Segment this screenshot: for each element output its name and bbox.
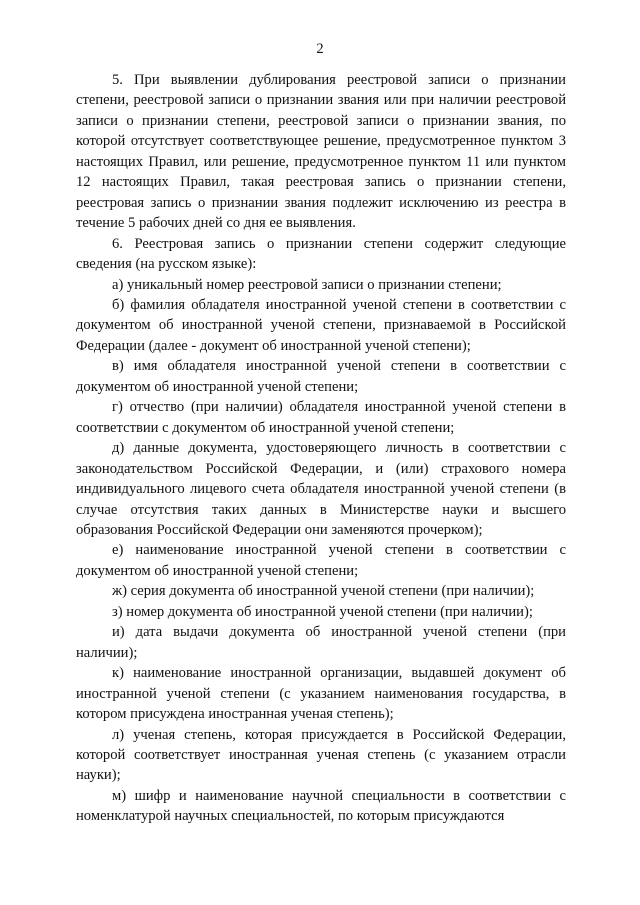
- list-item-d: д) данные документа, удостоверяющего личность в соответствии с законодательством Российской Федерации, и (или) страхового номера индивидуального лицевого счета обладателя иностранной ученой степени (в случае отсутствия таких данных в Министерстве науки и высшего образования Российской Федерации они заменяются прочерком);: [76, 440, 566, 538]
- list-item-zh: ж) серия документа об иностранной ученой степени (при наличии);: [112, 583, 535, 600]
- list-item-i: и) дата выдачи документа об иностранной ученой степени (при наличии);: [76, 624, 566, 661]
- page-number: 2: [316, 41, 324, 57]
- list-item-k: к) наименование иностранной организации, выдавшей документ об иностранной ученой степени (с указанием наименования государства, в котором присуждена иностранная ученая степень);: [76, 665, 566, 723]
- list-item-e: е) наименование иностранной ученой степени в соответствии с документом об иностранной ученой степени;: [76, 542, 566, 579]
- list-item-g: г) отчество (при наличии) обладателя иностранной ученой степени в соответствии с документом об иностранной ученой степени;: [76, 399, 566, 436]
- list-item-a: а) уникальный номер реестровой записи о признании степени;: [112, 276, 502, 293]
- list-item-v: в) имя обладателя иностранной ученой степени в соответствии с документом об иностранной ученой степени;: [76, 358, 566, 395]
- list-item-b: б) фамилия обладателя иностранной ученой степени в соответствии с документом об иностранной ученой степени, признаваемой в Российской Федерации (далее - документ об иностранной ученой степени);: [76, 296, 566, 354]
- list-item-z: з) номер документа об иностранной ученой степени (при наличии);: [112, 603, 533, 620]
- list-item-l: л) ученая степень, которая присуждается в Российской Федерации, которой соответствует иностранная ученая степень (с указанием отрасли науки);: [76, 726, 566, 784]
- document-body: [76, 70, 566, 827]
- paragraph-5-duplicate-records: 5. При выявлении дублирования реестровой записи о признании степени, реестровой записи о признании звания или при наличии реестровой записи о признании степени, реестровой записи о признании звания, по которой отсутствует соответствующее решение, предусмотренное пунктом 3 настоящих Правил, или решение, предусмотренное пунктом 11 или пунктом 12 настоящих Правил, такая реестровая запись о признании степени, реестровая запись о признании звания подлежит исключению из реестра в течение 5 рабочих дней со дня ее выявления.: [76, 72, 566, 232]
- list-item-m: м) шифр и наименование научной специальности в соответствии с номенклатурой научных специальностей, по которым присуждаются: [76, 787, 566, 825]
- paragraph-6-record-contents: 6. Реестровая запись о признании степени содержит следующие сведения (на русском языке):: [76, 235, 566, 273]
